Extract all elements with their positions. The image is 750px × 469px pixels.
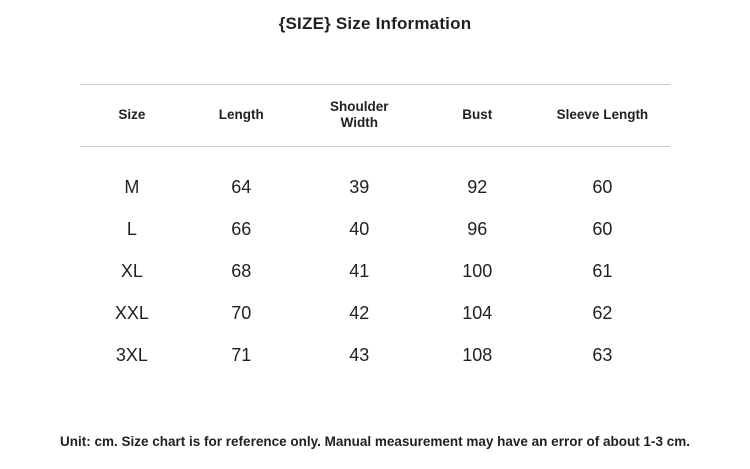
column-header-sleeve-label: Sleeve Length: [556, 107, 649, 123]
cell-sleeve: 61: [592, 260, 613, 281]
cell-sleeve: 60: [592, 176, 613, 197]
column-header-bust: [420, 85, 535, 147]
table-body: [80, 146, 670, 376]
table-row: [80, 146, 670, 208]
cell-shoulder: 42: [349, 302, 370, 323]
column-header-shoulder-width: [299, 85, 420, 147]
page-title: {SIZE} Size Information: [278, 14, 472, 33]
cell-sleeve: 62: [592, 302, 613, 323]
cell-shoulder: 40: [349, 218, 370, 239]
table-row: [80, 208, 670, 250]
column-header-length-label: Length: [218, 107, 264, 123]
cell-length: 71: [231, 344, 252, 365]
cell-length: 64: [231, 176, 252, 197]
table-header: [80, 85, 670, 147]
column-header-bust-label: Bust: [462, 107, 493, 123]
cell-length: 66: [231, 218, 252, 239]
cell-bust: 96: [467, 218, 488, 239]
cell-bust: 92: [467, 176, 488, 197]
column-header-sleeve-length: [535, 85, 670, 147]
table-row: [80, 334, 670, 376]
cell-shoulder: 39: [349, 176, 370, 197]
cell-size: XXL: [114, 302, 149, 323]
cell-bust: 100: [462, 260, 493, 281]
size-table: [80, 84, 670, 376]
cell-bust: 108: [462, 344, 493, 365]
column-header-shoulder-line1: Shoulder: [330, 99, 389, 114]
cell-length: 68: [231, 260, 252, 281]
cell-size: 3XL: [115, 344, 148, 365]
cell-length: 70: [231, 302, 252, 323]
cell-size: M: [124, 176, 140, 197]
size-chart-page: [0, 14, 750, 469]
table-row: [80, 250, 670, 292]
cell-sleeve: 63: [592, 344, 613, 365]
cell-size: L: [126, 218, 137, 239]
measurement-note: Unit: cm. Size chart is for reference only. Manual measurement may have an error of about 1-3 cm.: [60, 434, 690, 449]
column-header-size-label: Size: [118, 107, 146, 123]
size-table-container: [80, 84, 670, 376]
column-header-size: [80, 85, 184, 147]
column-header-length: [184, 85, 299, 147]
table-row: [80, 292, 670, 334]
table-header-row: [80, 85, 670, 147]
cell-shoulder: 41: [349, 260, 370, 281]
cell-size: XL: [120, 260, 143, 281]
cell-shoulder: 43: [349, 344, 370, 365]
column-header-shoulder-line2: Width: [340, 115, 378, 131]
cell-bust: 104: [462, 302, 493, 323]
cell-sleeve: 60: [592, 218, 613, 239]
